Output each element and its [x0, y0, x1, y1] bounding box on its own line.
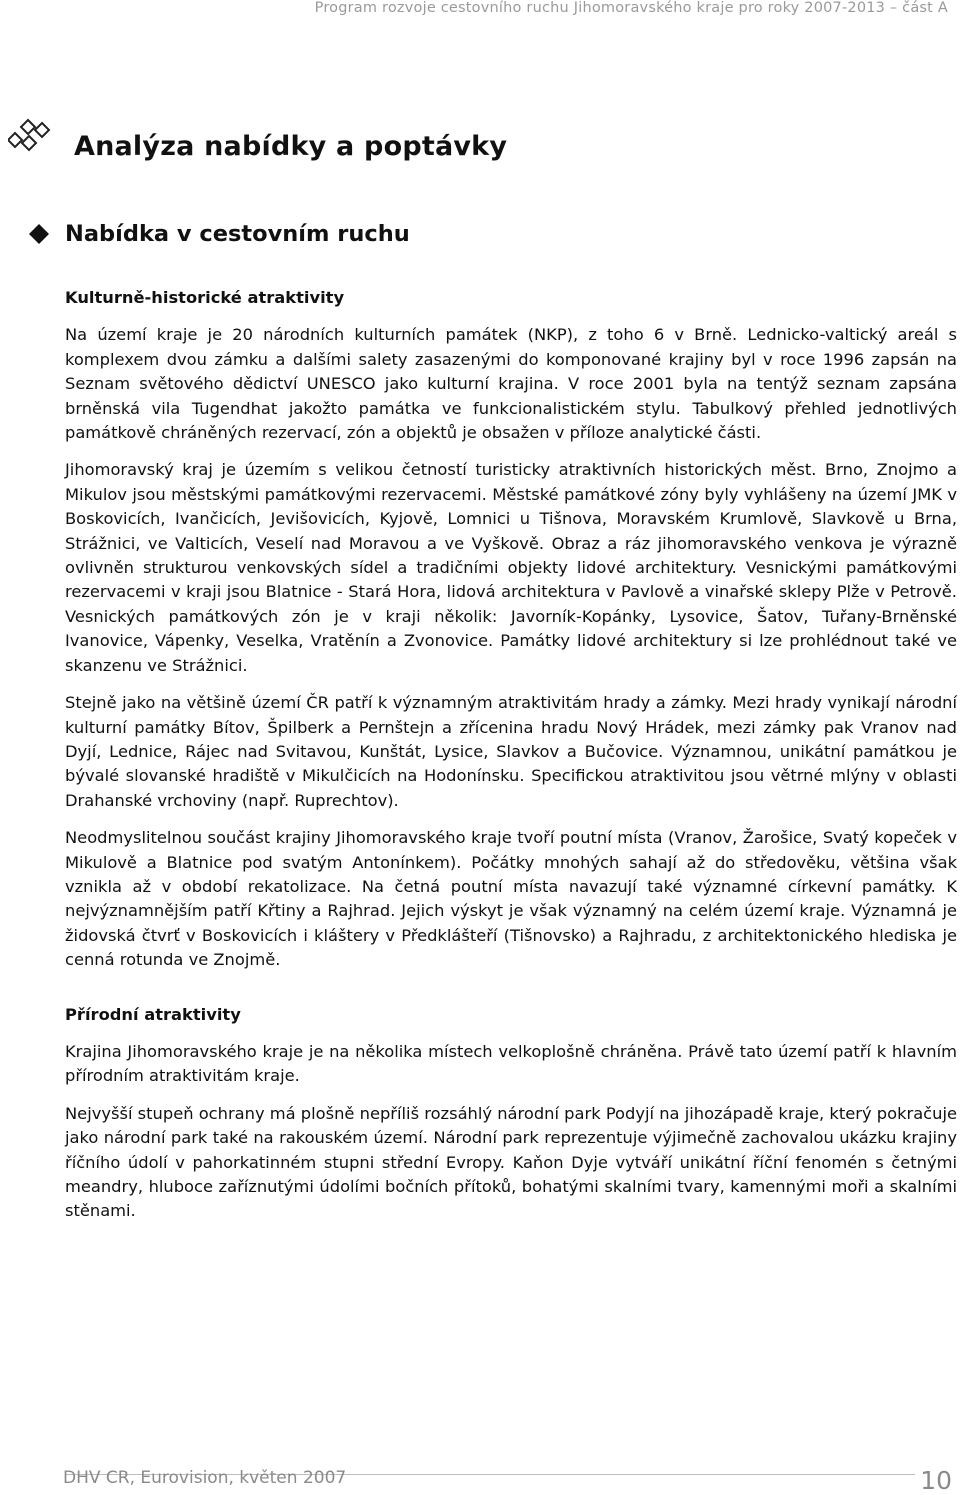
cultural-paragraph-4: Neodmyslitelnou součást krajiny Jihomoravského kraje tvoří poutní místa (Vranov, Žarošice, Svatý kopeček v Mikulově a Blatnice pod svatým Antonínkem). Počátky mnohých sahají až do středověku, většina však vznikla až v období rekatolizace. Na četná poutní místa navazují také významné církevní památky. K nejvýznamnějším patří Křtiny a Rajhrad. Jejich výskyt je však významný na celém území kraje. Významná je židovská čtvrť v Boskovicích i kláštery v Předklášteří (Tišnovsko) a Rajhradu, z architektonického hlediska je cenná rotunda ve Znojmě.: [65, 828, 957, 970]
cultural-paragraph-2: Jihomoravský kraj je územím s velikou četností turisticky atraktivních historických měst. Brno, Znojmo a Mikulov jsou městskými památkovými rezervacemi. Městské památkové zóny byly vyhlášeny na území JMK v Boskovicích, Ivančicích, Jevišovicích, Kyjově, Lomnici u Tišnova, Moravském Krumlově, Slavkově u Brna, Strážnici, ve Valticích, Veselí nad Moravou a ve Vyškově. Obraz a ráz jihomoravského venkova je výrazně ovlivněn strukturou venkovských sídel a tradičními objekty lidové architektury. Vesnickými památkovými rezervacemi v kraji jsou Blatnice - Stará Hora, lidová architektura v Pavlově a vinařské sklepy Plže v Petrově. Vesnických památkových zón je v kraji několik: Javorník-Kopánky, Lysovice, Šatov, Tuřany-Brněnské Ivanovice, Vápenky, Veselka, Vratěnín a Zvonovice. Památky lidové architektury si lze prohlédnout také ve skanzenu ve Strážnici.: [65, 460, 957, 675]
section-title: Nabídka v cestovním ruchu: [65, 221, 410, 247]
chapter-heading: [8, 118, 507, 162]
cultural-attractions-heading: Kulturně-historické atraktivity: [65, 288, 345, 307]
chapter-title: Analýza nabídky a poptávky: [74, 130, 508, 162]
page-number: 10: [920, 1466, 952, 1495]
cultural-paragraph-1: Na území kraje je 20 národních kulturních památek (NKP), z toho 6 v Brně. Lednicko-valtický areál s komplexem dvou zámku a dalšími salety zasazenými do komponované krajiny byl v roce 1996 zapsán na Seznam světového dědictví UNESCO jako kulturní krajina. V roce 2001 byla na tentýž seznam zapsána brněnská vila Tugendhat jakožto památka ve funkcionalistickém stylu. Tabulkový přehled jednotlivých památkově chráněných rezervací, zón a objektů je obsažen v příloze analytické části.: [65, 325, 957, 443]
section-heading: [26, 221, 410, 247]
diamond-bullet-icon: [26, 221, 52, 247]
natural-paragraph-2: Nejvyšší stupeň ochrany má plošně nepříliš rozsáhlý národní park Podyjí na jihozápadě kraje, který pokračuje jako národní park také na rakouském území. Národní park reprezentuje výjimečně zachovalou ukázku krajiny říčního údolí v pahorkatinném stupni střední Evropy. Kaňon Dyje vytváří unikátní říční fenomén s četnými meandry, hluboce zaříznutými údolími bočních přítoků, bohatými skalními tvary, kamennými moři a skalními stěnami.: [65, 1103, 957, 1221]
natural-attractions-heading: Přírodní atraktivity: [65, 1004, 241, 1024]
cultural-paragraph-3: Stejně jako na většině území ČR patří k významným atraktivitám hrady a zámky. Mezi hrady vynikají národní kulturní památky Bítov, Špilberk a Pernštejn a zřícenina hradu Nový Hrádek, mezi zámky pak Vranov nad Dyjí, Lednice, Rájec nad Svitavou, Kunštát, Lysice, Slavkov a Bučovice. Významnou, unikátní památkou je bývalé slovanské hradiště v Mikulčicích na Hodonínsku. Specifickou atraktivitou jsou větrné mlýny v oblasti Drahanské vrchoviny (např. Ruprechtov).: [65, 693, 957, 810]
document-body: [65, 286, 957, 1237]
footer-credit: DHV CR, Eurovision, květen 2007: [63, 1468, 347, 1488]
running-header: Program rozvoje cestovního ruchu Jihomoravského kraje pro roky 2007-2013 – část A: [314, 0, 948, 16]
natural-paragraph-1: Krajina Jihomoravského kraje je na několika místech velkoplošně chráněna. Právě tato území patří k hlavním přírodním atraktivitám kraje.: [65, 1041, 957, 1086]
four-diamonds-icon: [8, 118, 60, 162]
